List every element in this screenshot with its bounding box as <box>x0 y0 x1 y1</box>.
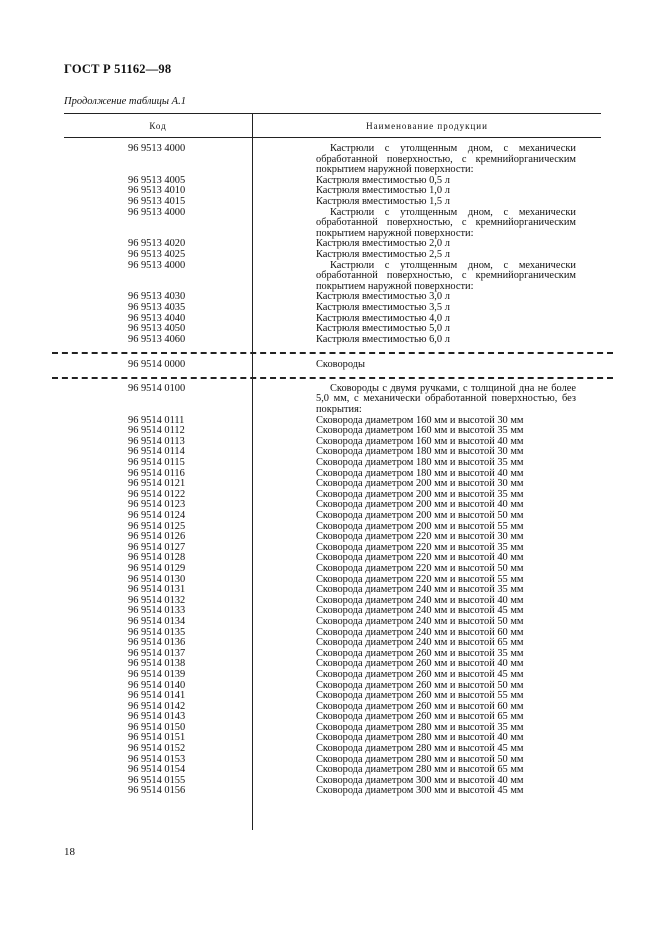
product-name: Сковорода диаметром 160 мм и высотой 40 мм <box>316 435 524 447</box>
product-code: 96 9514 0136 <box>128 637 186 649</box>
product-name: Сковорода диаметром 260 мм и высотой 65 мм <box>316 711 524 723</box>
product-name: Кастрюля вместимостью 0,5 л <box>316 174 450 186</box>
product-name: Кастрюля вместимостью 1,0 л <box>316 185 450 197</box>
product-name: Кастрюли с утолщенным дном, с механически обработанной поверхностью, с кремнийорганическим покрытием наружной поверхности: <box>316 259 576 292</box>
product-code: 96 9514 0115 <box>128 457 185 469</box>
product-code: 96 9514 0129 <box>128 562 186 574</box>
product-code: 96 9513 4020 <box>128 238 186 250</box>
class-row-code: 96 9514 0000 <box>128 359 186 371</box>
dashed-separator-top <box>52 352 613 354</box>
product-code: 96 9513 4000 <box>128 259 186 271</box>
product-code: 96 9514 0127 <box>128 541 186 553</box>
product-code: 96 9514 0138 <box>128 658 186 670</box>
table-row <box>64 511 601 522</box>
table-row <box>64 670 601 681</box>
product-name: Сковорода диаметром 220 мм и высотой 50 мм <box>316 562 524 574</box>
product-code: 96 9514 0125 <box>128 520 186 532</box>
product-name: Кастрюля вместимостью 1,5 л <box>316 195 450 207</box>
page-number: 18 <box>64 846 75 858</box>
product-code: 96 9514 0132 <box>128 594 186 606</box>
class-row-name: Сковороды <box>316 359 366 371</box>
group-row <box>64 208 601 240</box>
product-name: Сковорода диаметром 200 мм и высотой 50 мм <box>316 510 524 521</box>
product-name: Кастрюля вместимостью 5,0 л <box>316 323 450 335</box>
product-code: 96 9513 4000 <box>128 143 186 154</box>
product-code: 96 9514 0139 <box>128 668 186 680</box>
product-name: Сковорода диаметром 160 мм и высотой 30 мм <box>316 414 524 426</box>
product-code: 96 9514 0140 <box>128 679 186 691</box>
table-row <box>64 617 601 628</box>
product-code: 96 9514 0114 <box>128 446 185 458</box>
product-name: Сковорода диаметром 260 мм и высотой 35 мм <box>316 647 524 659</box>
table-header-rule <box>64 137 601 138</box>
product-name: Кастрюля вместимостью 3,5 л <box>316 301 450 313</box>
class-row <box>64 360 601 371</box>
product-code: 96 9514 0133 <box>128 605 186 617</box>
product-code: 96 9514 0141 <box>128 690 186 702</box>
product-code: 96 9514 0116 <box>128 467 185 479</box>
product-name: Сковорода диаметром 240 мм и высотой 65 мм <box>316 637 524 649</box>
product-name: Сковорода диаметром 260 мм и высотой 60 мм <box>316 700 524 712</box>
product-code: 96 9513 4030 <box>128 291 186 303</box>
product-code: 96 9514 0121 <box>128 478 186 490</box>
product-code: 96 9514 0123 <box>128 499 186 511</box>
product-name: Сковорода диаметром 220 мм и высотой 55 мм <box>316 573 524 585</box>
product-code: 96 9514 0151 <box>128 732 186 744</box>
product-code: 96 9514 0112 <box>128 425 185 437</box>
product-name: Сковорода диаметром 200 мм и высотой 35 мм <box>316 488 524 500</box>
product-code: 96 9514 0150 <box>128 721 186 733</box>
product-code: 96 9513 4005 <box>128 174 186 186</box>
product-code: 96 9514 0126 <box>128 531 186 543</box>
product-code: 96 9513 4010 <box>128 185 186 197</box>
column-header-code: Код <box>149 121 167 131</box>
product-code: 96 9514 0124 <box>128 510 186 521</box>
product-code: 96 9514 0142 <box>128 700 186 712</box>
column-header-name: Наименование продукции <box>366 121 488 131</box>
product-name: Сковорода диаметром 240 мм и высотой 60 мм <box>316 626 524 638</box>
dashed-separator-bottom <box>52 377 613 379</box>
product-name: Сковорода диаметром 280 мм и высотой 40 мм <box>316 732 524 744</box>
product-code: 96 9513 4060 <box>128 333 186 345</box>
product-name: Сковорода диаметром 280 мм и высотой 45 мм <box>316 743 524 755</box>
table-body <box>64 144 601 797</box>
product-name: Кастрюля вместимостью 6,0 л <box>316 333 450 345</box>
table-row <box>64 786 601 797</box>
group-row <box>64 261 601 293</box>
product-code: 96 9513 4025 <box>128 248 186 260</box>
product-code: 96 9514 0135 <box>128 626 186 638</box>
product-code: 96 9514 0131 <box>128 584 186 596</box>
product-code: 96 9514 0155 <box>128 774 186 786</box>
product-table <box>64 113 601 830</box>
product-name: Сковорода диаметром 200 мм и высотой 40 мм <box>316 499 524 511</box>
section-pans <box>64 384 601 797</box>
product-code: 96 9513 4000 <box>128 206 186 218</box>
product-name: Сковорода диаметром 240 мм и высотой 50 мм <box>316 615 524 627</box>
product-name: Сковорода диаметром 280 мм и высотой 35 мм <box>316 721 524 733</box>
product-code: 96 9514 0156 <box>128 785 186 797</box>
group-row <box>64 384 601 416</box>
product-code: 96 9514 0130 <box>128 573 186 585</box>
product-code: 96 9514 0154 <box>128 764 186 776</box>
product-name: Сковорода диаметром 220 мм и высотой 40 мм <box>316 552 524 564</box>
product-name: Сковорода диаметром 220 мм и высотой 30 мм <box>316 531 524 543</box>
product-code: 96 9513 4015 <box>128 195 186 207</box>
product-name: Кастрюля вместимостью 4,0 л <box>316 312 450 324</box>
separator-space <box>64 345 601 352</box>
product-name: Сковорода диаметром 220 мм и высотой 35 мм <box>316 541 524 553</box>
product-code: 96 9514 0113 <box>128 435 185 447</box>
product-name: Кастрюля вместимостью 3,0 л <box>316 291 450 303</box>
product-code: 96 9513 4040 <box>128 312 186 324</box>
table-top-rule <box>64 113 601 114</box>
product-code: 96 9513 4050 <box>128 323 186 335</box>
product-code: 96 9514 0111 <box>128 414 185 426</box>
product-name: Кастрюля вместимостью 2,5 л <box>316 248 450 260</box>
table-continuation-caption: Продолжение таблицы А.1 <box>64 96 186 107</box>
table-row <box>64 303 601 314</box>
product-name: Сковорода диаметром 260 мм и высотой 55 мм <box>316 690 524 702</box>
product-code: 96 9514 0143 <box>128 711 186 723</box>
product-name: Сковороды с двумя ручками, с толщиной дна не более 5,0 мм, с механически обработанной поверхностью, без покрытия: <box>316 382 576 416</box>
product-code: 96 9514 0134 <box>128 615 186 627</box>
table-row <box>64 250 601 261</box>
product-name: Сковорода диаметром 200 мм и высотой 55 мм <box>316 520 524 532</box>
document-header: ГОСТ Р 51162—98 <box>64 62 172 76</box>
product-name: Сковорода диаметром 180 мм и высотой 30 мм <box>316 446 524 458</box>
product-name: Сковорода диаметром 300 мм и высотой 45 мм <box>316 785 524 797</box>
product-name: Сковорода диаметром 300 мм и высотой 40 мм <box>316 774 524 786</box>
product-name: Кастрюли с утолщенным дном, с механически обработанной поверхностью, с кремнийорганическим покрытием наружной поверхности: <box>316 143 576 176</box>
group-row <box>64 144 601 176</box>
product-name: Сковорода диаметром 260 мм и высотой 45 мм <box>316 668 524 680</box>
table-row <box>64 564 601 575</box>
product-code: 96 9514 0122 <box>128 488 186 500</box>
product-code: 96 9513 4035 <box>128 301 186 313</box>
product-code: 96 9514 0137 <box>128 647 186 659</box>
product-name: Сковорода диаметром 260 мм и высотой 50 мм <box>316 679 524 691</box>
product-code: 96 9514 0100 <box>128 382 186 394</box>
product-name: Сковорода диаметром 200 мм и высотой 30 мм <box>316 478 524 490</box>
table-row <box>64 335 601 346</box>
product-name: Сковорода диаметром 160 мм и высотой 35 мм <box>316 425 524 437</box>
product-name: Сковорода диаметром 240 мм и высотой 45 мм <box>316 605 524 617</box>
product-code: 96 9514 0128 <box>128 552 186 564</box>
product-name: Сковорода диаметром 280 мм и высотой 50 мм <box>316 753 524 765</box>
product-name: Сковорода диаметром 260 мм и высотой 40 мм <box>316 658 524 670</box>
product-name: Кастрюля вместимостью 2,0 л <box>316 238 450 250</box>
product-code: 96 9514 0152 <box>128 743 186 755</box>
product-name: Сковорода диаметром 240 мм и высотой 35 мм <box>316 584 524 596</box>
table-row <box>64 197 601 208</box>
product-name: Сковорода диаметром 180 мм и высотой 35 мм <box>316 457 524 469</box>
product-name: Сковорода диаметром 240 мм и высотой 40 мм <box>316 594 524 606</box>
product-name: Сковорода диаметром 280 мм и высотой 65 мм <box>316 764 524 776</box>
product-name: Кастрюли с утолщенным дном, с механически обработанной поверхностью, с кремнийорганическим покрытием наружной поверхности: <box>316 206 576 239</box>
product-name: Сковорода диаметром 180 мм и высотой 40 мм <box>316 467 524 479</box>
section-pots <box>64 144 601 345</box>
product-code: 96 9514 0153 <box>128 753 186 765</box>
